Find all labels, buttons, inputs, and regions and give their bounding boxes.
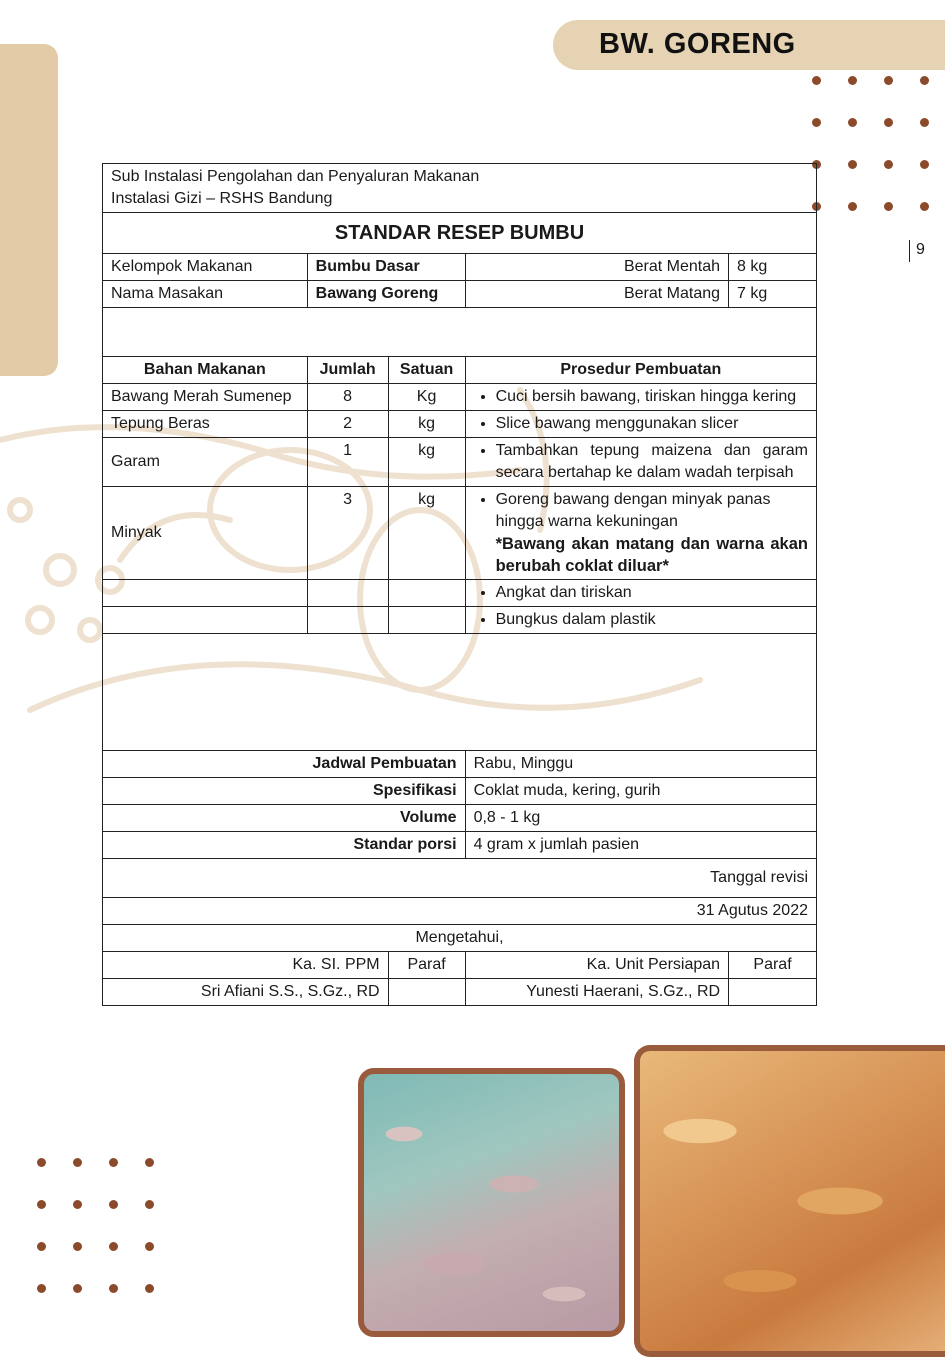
- procedure-step: • Goreng bawang dengan minyak panas hingga warna kekuningan *Bawang akan matang dan warna akan berubah coklat diluar*: [496, 489, 808, 577]
- ingredient-qty: 1: [307, 438, 388, 487]
- ingredient-qty: 8: [307, 384, 388, 411]
- ingredient-name: Garam: [103, 438, 308, 487]
- kelompok-label: Kelompok Makanan: [103, 254, 308, 281]
- revisi-label: Tanggal revisi: [103, 859, 817, 898]
- procedure-note: *Bawang akan matang dan warna akan berubah coklat diluar*: [495, 535, 808, 575]
- procedure-step: • Bungkus dalam plastik: [496, 609, 808, 631]
- sig-left-title: Ka. SI. PPM: [103, 952, 389, 979]
- berat-mentah-label: Berat Mentah: [465, 254, 728, 281]
- berat-matang-label: Berat Matang: [465, 281, 728, 308]
- porsi-value: 4 gram x jumlah pasien: [465, 832, 816, 859]
- ingredient-unit: kg: [388, 487, 465, 580]
- table-row: [103, 438, 817, 487]
- procedure-step: • Slice bawang menggunakan slicer: [496, 413, 808, 435]
- volume-value: 0,8 - 1 kg: [465, 805, 816, 832]
- table-row: [103, 607, 817, 634]
- dot-pattern-bottom: [37, 1158, 167, 1298]
- kelompok-value: Bumbu Dasar: [307, 254, 465, 281]
- ingredient-qty: 2: [307, 411, 388, 438]
- berat-matang-value: 7 kg: [729, 281, 817, 308]
- fried-shallots-photo: [634, 1045, 945, 1357]
- col-prosedur-header: Prosedur Pembuatan: [465, 357, 816, 384]
- nama-masakan-label: Nama Masakan: [103, 281, 308, 308]
- paraf-right-label: Paraf: [729, 952, 817, 979]
- institution-line-1: Sub Instalasi Pengolahan dan Penyaluran Makanan: [111, 168, 480, 185]
- dot-pattern-top: [812, 76, 942, 216]
- spesifikasi-label: Spesifikasi: [103, 778, 466, 805]
- ingredient-unit: Kg: [388, 384, 465, 411]
- berat-mentah-value: 8 kg: [729, 254, 817, 281]
- procedure-step: • Tambahkan tepung maizena dan garam secara bertahap ke dalam wadah terpisah: [496, 440, 808, 484]
- spacer-row: [103, 308, 817, 357]
- table-row: [103, 487, 817, 580]
- recipe-table: [102, 163, 817, 1006]
- institution-header: [103, 164, 817, 213]
- page-number: 9: [909, 240, 925, 262]
- ingredient-name: Minyak: [103, 487, 308, 580]
- procedure-step: • Angkat dan tiriskan: [496, 582, 808, 604]
- ingredient-name: Bawang Merah Sumenep: [103, 384, 308, 411]
- institution-line-2: Instalasi Gizi – RSHS Bandung: [111, 190, 333, 207]
- porsi-label: Standar porsi: [103, 832, 466, 859]
- spesifikasi-value: Coklat muda, kering, gurih: [465, 778, 816, 805]
- mengetahui-label: Mengetahui,: [103, 925, 817, 952]
- revisi-date: 31 Agutus 2022: [103, 898, 817, 925]
- col-satuan-header: Satuan: [388, 357, 465, 384]
- ingredient-unit: kg: [388, 411, 465, 438]
- page-title: BW. GORENG: [599, 28, 796, 60]
- jadwal-label: Jadwal Pembuatan: [103, 751, 466, 778]
- sig-left-name: Sri Afiani S.S., S.Gz., RD: [103, 979, 389, 1006]
- document-title: STANDAR RESEP BUMBU: [103, 213, 817, 254]
- title-banner: [553, 20, 945, 70]
- table-row: [103, 580, 817, 607]
- col-bahan-header: Bahan Makanan: [103, 357, 308, 384]
- paraf-left-box: [388, 979, 465, 1006]
- table-row: [103, 411, 817, 438]
- volume-label: Volume: [103, 805, 466, 832]
- ingredient-name: Tepung Beras: [103, 411, 308, 438]
- procedure-step: • Cuci bersih bawang, tiriskan hingga kering: [496, 386, 808, 408]
- ingredient-qty: 3: [307, 487, 388, 580]
- col-jumlah-header: Jumlah: [307, 357, 388, 384]
- sig-right-name: Yunesti Haerani, S.Gz., RD: [465, 979, 728, 1006]
- paraf-right-box: [729, 979, 817, 1006]
- sig-right-title: Ka. Unit Persiapan: [465, 952, 728, 979]
- ingredient-unit: kg: [388, 438, 465, 487]
- sliced-shallots-photo: [358, 1068, 625, 1337]
- table-row: [103, 384, 817, 411]
- paraf-left-label: Paraf: [388, 952, 465, 979]
- nama-masakan-value: Bawang Goreng: [307, 281, 465, 308]
- spacer-row: [103, 634, 817, 751]
- jadwal-value: Rabu, Minggu: [465, 751, 816, 778]
